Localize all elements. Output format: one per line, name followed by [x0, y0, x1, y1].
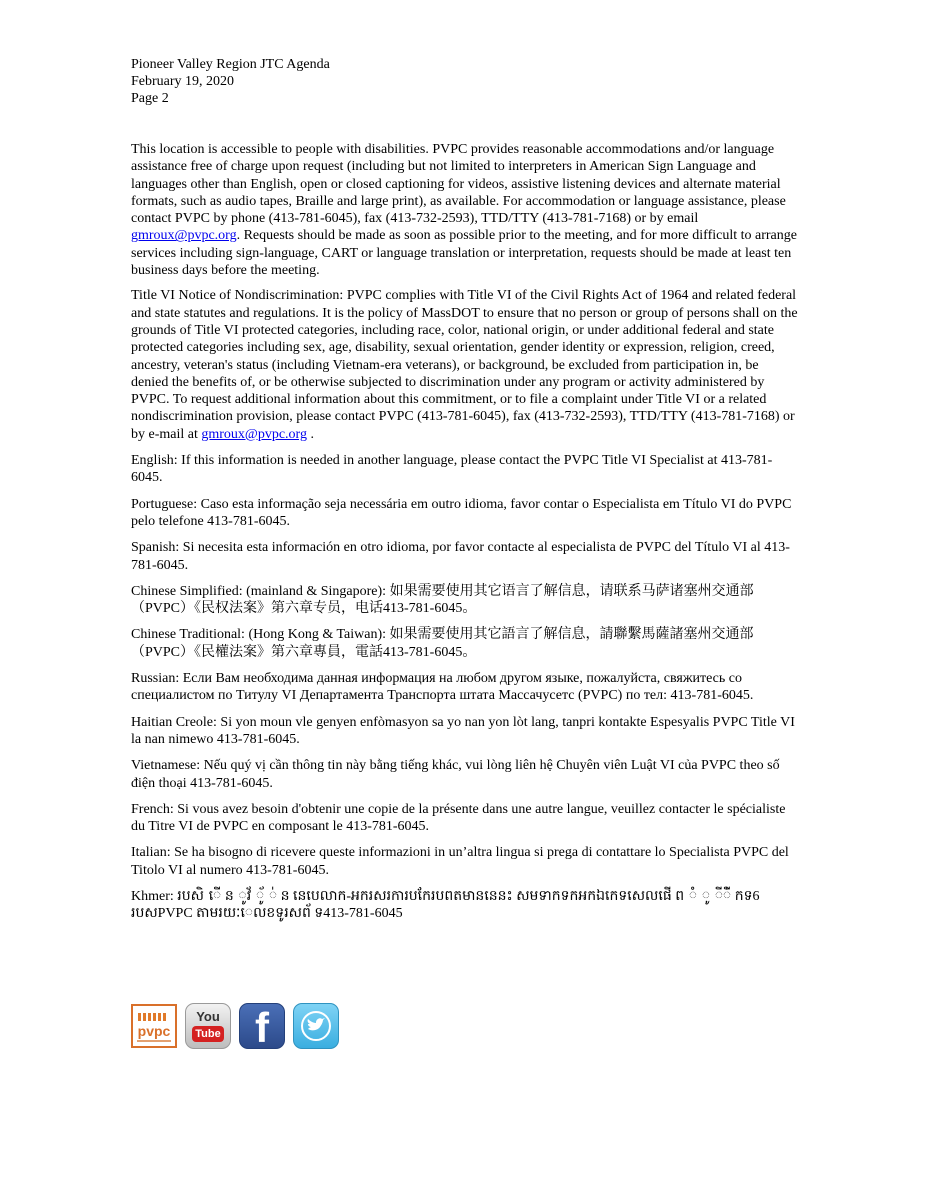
chinese-simplified-notice: Chinese Simplified: (mainland & Singapore): 如果需要使用其它语言了解信息，请联系马萨诸塞州交通部 （PVPC）《民权法案》第六章专员，电话413-781-6045。 — [131, 583, 754, 617]
header-date: February 19, 2020 — [131, 74, 235, 89]
portuguese-notice: Portuguese: Caso esta informação seja necessária em outro idioma, favor contar o Especialista em Título VI do PVPC pelo telefone 413-781-6045. — [131, 496, 792, 529]
title-vi-email-link[interactable]: gmroux@pvpc.org — [201, 426, 307, 442]
italian-notice: Italian: Se ha bisogno di ricevere queste informazioni in un’altra lingua si prega di contattare lo Specialista PVPC del Titolo VI al numero 413-781-6045. — [131, 845, 789, 878]
chinese-traditional-notice: Chinese Traditional: (Hong Kong & Taiwan): 如果需要使用其它語言了解信息，請聯繫馬薩諸塞州交通部 （PVPC）《民權法案》第六章專員，電話413-781-6045。 — [131, 627, 754, 660]
spanish-notice: Spanish: Si necesita esta información en otro idioma, por favor contacte al especialista de PVPC del Título VI al 413-781-6045. — [131, 540, 790, 573]
page-header — [131, 56, 330, 107]
english-notice: English: If this information is needed in another language, please contact the PVPC Title VI Specialist at 413-781-6045. — [131, 453, 773, 486]
header-page-number: Page 2 — [131, 91, 169, 106]
title-vi-paragraph — [131, 287, 799, 443]
pvpc-logo-bars — [138, 1013, 168, 1021]
title-vi-text-2: . — [306, 426, 314, 442]
pvpc-logo-label: pvpc — [137, 1023, 171, 1039]
vietnamese-notice: Vietnamese: Nếu quý vị cần thông tin này bằng tiếng khác, vui lòng liên hệ Chuyên viên Luật VI của PVPC theo số điện thoại 413-781-6045. — [131, 758, 780, 791]
haitian-creole-notice: Haitian Creole: Si yon moun vle genyen enfòmasyon sa yo nan yon lòt lang, tanpri kontakte Espesyalis PVPC Title VI la nan nimewo 413-781-6045. — [131, 714, 795, 747]
title-vi-text-1: Title VI Notice of Nondiscrimination: PVPC complies with Title VI of the Civil Rights Act of 1964 and related federal and state statutes and regulations. It is the policy of MassDOT to ensure that no person or group of persons shall on the grounds of Title VI protected categories, including race, color, national origin, or under additional federal and state protected categories including sex, age, disability, sexual orientation, gender identity or expression, religion, creed, ancestry, veteran's status (including Vietnam-era veterans), or background, be excluded from participation in, be denied the benefits of, or be otherwise subjected to discrimination under any program or activity administered by PVPC. To request additional information about this commitment, or to file a complaint under Title VI or a related nondiscrimination provision, please contact PVPC (413-781-6045), fax (413-732-2593), TTD/TTY (413-781-7168) or by e-mail at — [131, 288, 798, 442]
khmer-notice: Khmer: របសិ ើ ន ូវ័ ័ូ ់ ន នេបេលាក-អករសរការបកែរបពតមាននេនះ សមទាកទកអកឯកេទសេលផើ ព ំ ូ ីី់ កទ6 របសPVPC តាមរយៈេលខទូរសព័ ទ413-781-6045 — [131, 888, 760, 922]
youtube-icon-bottom-text: Tube — [192, 1026, 224, 1042]
facebook-icon-glyph: f — [255, 1004, 269, 1051]
accessibility-paragraph — [131, 141, 799, 279]
pvpc-logo-underline — [137, 1040, 171, 1042]
french-notice: French: Si vous avez besoin d'obtenir une copie de la présente dans une autre langue, veuillez contacter le spécialiste du Titre VI de PVPC en composant le 413-781-6045. — [131, 801, 786, 835]
pvpc-logo-icon[interactable] — [131, 1004, 177, 1048]
header-agenda-title: Pioneer Valley Region JTC Agenda — [131, 57, 330, 72]
social-icons-row — [131, 1003, 339, 1049]
youtube-icon-top-text: You — [196, 1009, 220, 1024]
youtube-icon[interactable] — [185, 1003, 231, 1049]
twitter-icon[interactable] — [293, 1003, 339, 1049]
accessibility-email-link[interactable]: gmroux@pvpc.org — [131, 228, 237, 244]
accessibility-text-1: This location is accessible to people with disabilities. PVPC provides reasonable accommodations and/or language assistance free of charge upon request (including but not limited to interpreters in American Sign Language and languages other than English, open or closed captioning for videos, assistive listening devices and alternate material formats, such as audio tapes, Braille and large print), as available. For accommodation or language assistance, please contact PVPC by phone (413-781-6045), fax (413-732-2593), TTD/TTY (413-781-7168) or by email — [131, 142, 786, 227]
russian-notice: Russian: Если Вам необходима данная информация на любом другом языке, пожалуйста, свяжитесь со специалистом по Титулу VI Департамента Транспорта штата Массачусетс (PVPC) по тел: 413-781-6045. — [131, 671, 754, 704]
accessibility-text-2: . Requests should be made as soon as possible prior to the meeting, and for more difficult to arrange services including sign-language, CART or language translation or interpretation, requests should be made at least ten business days before the meeting. — [131, 228, 797, 279]
twitter-bird-icon — [299, 1009, 333, 1043]
document-body — [131, 141, 799, 932]
facebook-icon[interactable] — [239, 1003, 285, 1049]
